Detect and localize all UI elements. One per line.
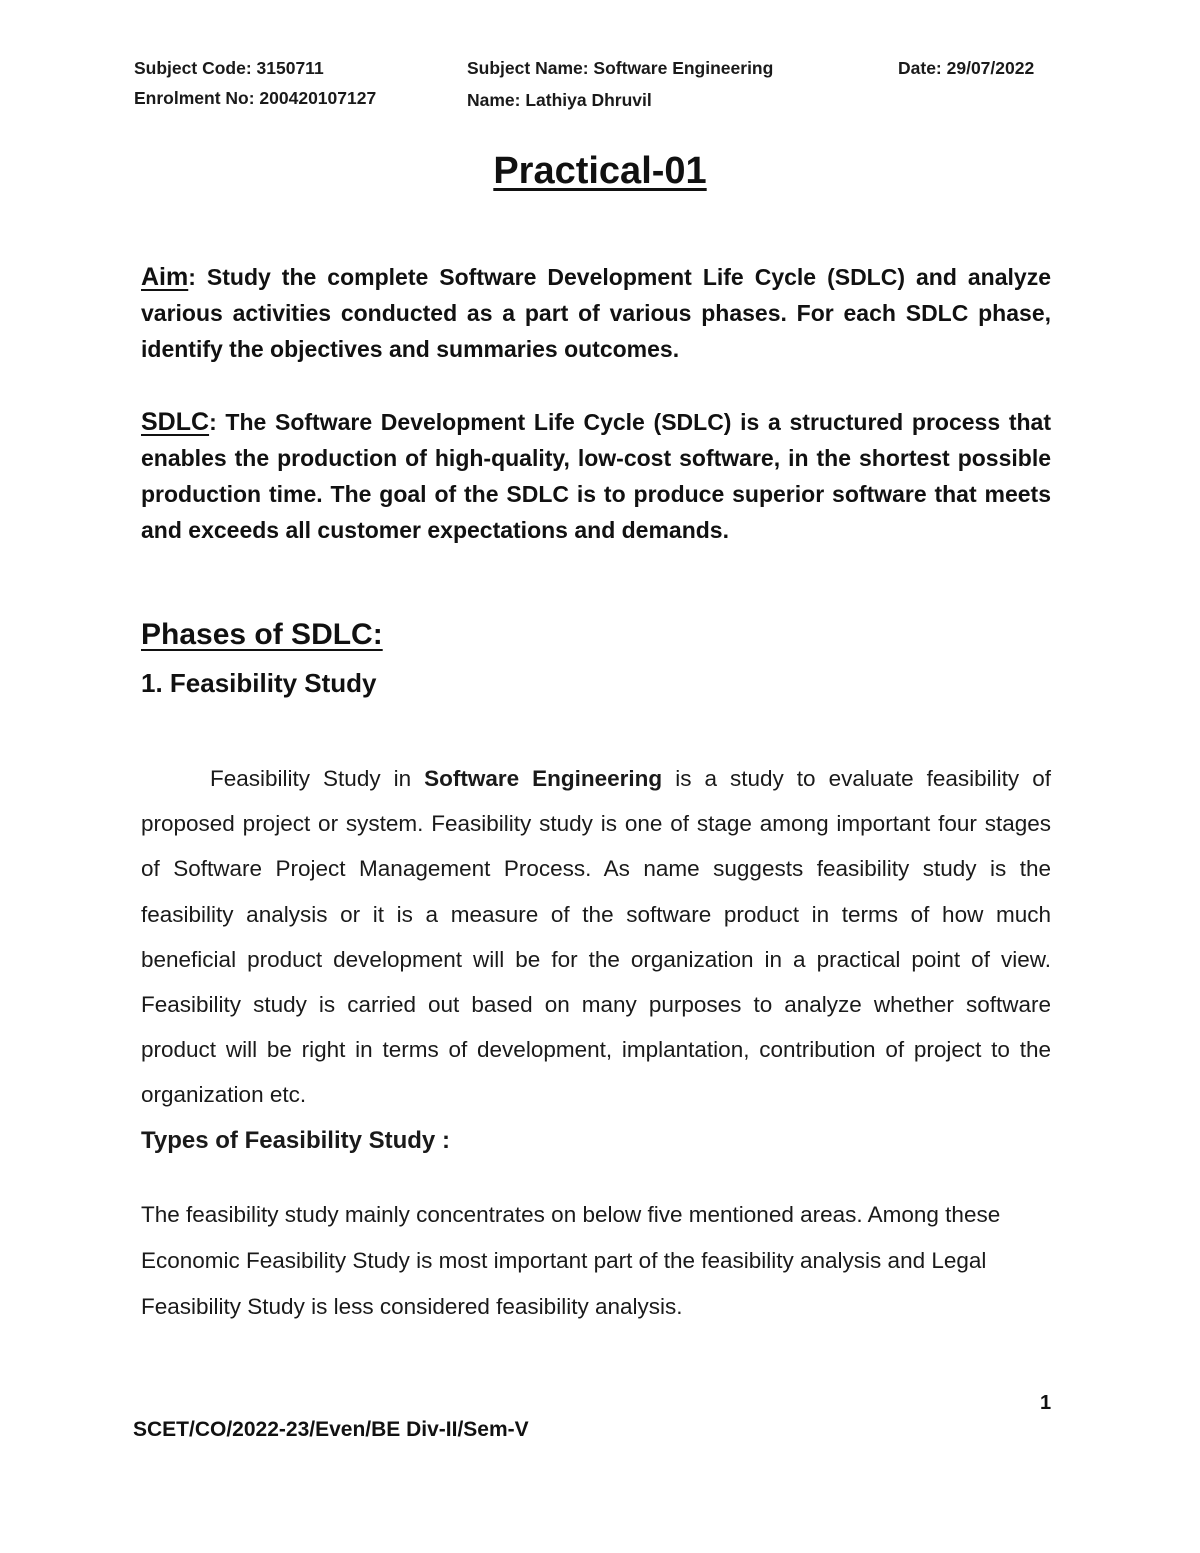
- page-title-text: Practical-01: [493, 150, 707, 192]
- feasibility-term: Software Engineering: [424, 766, 663, 791]
- enrolment-number: Enrolment No: 200420107127: [134, 88, 377, 108]
- feasibility-intro: Feasibility Study in: [210, 766, 412, 791]
- types-heading: Types of Feasibility Study :: [141, 1127, 450, 1154]
- page-title: [0, 150, 1200, 193]
- page-number: 1: [1040, 1392, 1052, 1414]
- aim-label: Aim: [141, 263, 189, 291]
- subject-code: Subject Code: 3150711: [134, 58, 324, 78]
- sdlc-section: SDLC: The Software Development Life Cycle (SDLC) is a structured process that enables the production of high-quality, low-cost software, in the shortest possible production time. The goal of the SDLC is to produce superior software that meets and exceeds all customer expectations and demands.: [141, 408, 1051, 543]
- sdlc-text: The Software Development Life Cycle (SDLC) is a structured process that enables the production of high-quality, low-cost software, in the shortest possible production time. The goal of the SDLC is to produce superior software that meets and exceeds all customer expectations and demands.: [141, 409, 1051, 543]
- student-name: Name: Lathiya Dhruvil: [467, 90, 652, 110]
- date: Date: 29/07/2022: [898, 58, 1035, 78]
- phase-1-heading: 1. Feasibility Study: [141, 668, 377, 698]
- footer-text: SCET/CO/2022-23/Even/BE Div-II/Sem-V: [133, 1418, 529, 1441]
- feasibility-paragraph: [141, 756, 1051, 1118]
- aim-section: Aim: Study the complete Software Development Life Cycle (SDLC) and analyze various activities conducted as a part of various phases. For each SDLC phase, identify the objectives and summaries outcomes.: [141, 263, 1051, 362]
- subject-name: Subject Name: Software Engineering: [467, 58, 774, 78]
- sdlc-label: SDLC: [141, 408, 210, 436]
- types-paragraph: The feasibility study mainly concentrates on below five mentioned areas. Among these Economic Feasibility Study is most important part of the feasibility analysis and Legal Feasibility Study is less considered feasibility analysis.: [141, 1202, 1001, 1319]
- phases-heading: Phases of SDLC:: [141, 618, 383, 651]
- feasibility-rest: is a study to evaluate feasibility of proposed project or system. Feasibility study is one of stage among important four stages of Software Project Management Process. As name suggests feasibility study is the feasibility analysis or it is a measure of the software product in terms of how much beneficial product development will be for the organization in a practical point of view. Feasibility study is carried out based on many purposes to analyze whether software product will be right in terms of development, implantation, contribution of project to the organization etc.: [141, 766, 1051, 1108]
- aim-text: Study the complete Software Development Life Cycle (SDLC) and analyze various activities conducted as a part of various phases. For each SDLC phase, identify the objectives and summaries outcomes.: [141, 264, 1051, 362]
